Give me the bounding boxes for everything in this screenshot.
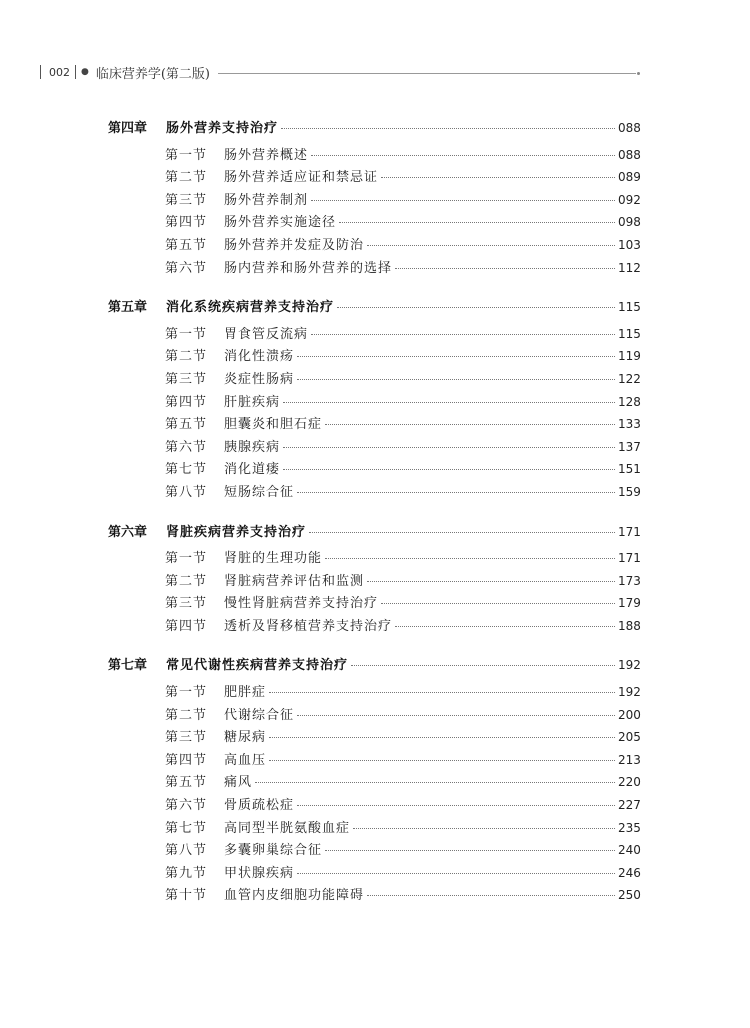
header-rule-end-dot [637, 72, 640, 75]
dot-leader [367, 895, 615, 896]
dot-leader [325, 424, 615, 425]
dot-leader [283, 447, 615, 448]
header-divider [75, 65, 76, 79]
chapter-page-number: 088 [618, 121, 641, 135]
section-entry[interactable] [108, 436, 640, 459]
section-title: 肠外营养制剂 [224, 192, 309, 208]
dot-leader [297, 715, 615, 716]
section-title: 高同型半胱氨酸血症 [224, 820, 351, 836]
section-page-number: 250 [618, 888, 641, 903]
section-entry[interactable] [108, 234, 640, 257]
chapter-page-number: 171 [618, 524, 641, 539]
section-title: 骨质疏松症 [224, 798, 295, 814]
section-page-number: 188 [618, 618, 641, 633]
section-title: 肥胖症 [224, 685, 267, 701]
section-entry[interactable] [108, 257, 640, 280]
section-entry[interactable] [108, 794, 640, 817]
section-number: 第八节 [165, 484, 208, 500]
section-page-number: 137 [618, 439, 641, 454]
section-entry[interactable] [108, 884, 640, 907]
section-number: 第十节 [165, 888, 208, 904]
section-page-number: 098 [618, 215, 641, 230]
bullet-icon: ● [81, 67, 89, 77]
section-page-number: 115 [618, 326, 641, 341]
section-entry[interactable] [108, 704, 640, 727]
chapter-entry[interactable] [108, 117, 640, 140]
section-number: 第二节 [165, 349, 208, 365]
table-of-contents [108, 117, 640, 924]
section-number: 第三节 [165, 730, 208, 746]
section-page-number: 103 [618, 237, 641, 252]
section-entry[interactable] [108, 726, 640, 749]
chapter-title: 常见代谢性疾病营养支持治疗 [166, 658, 349, 674]
section-title: 胰腺疾病 [224, 439, 281, 455]
section-entry[interactable] [108, 570, 640, 593]
section-page-number: 151 [618, 462, 641, 477]
section-page-number: 119 [618, 349, 641, 364]
section-number: 第一节 [165, 551, 208, 567]
section-page-number: 159 [618, 484, 641, 499]
section-page-number: 205 [618, 730, 641, 745]
section-page-number: 112 [618, 260, 641, 275]
section-entry[interactable] [108, 817, 640, 840]
section-page-number: 173 [618, 573, 641, 588]
dot-leader [395, 268, 615, 269]
section-title: 胃食管反流病 [224, 326, 309, 342]
dot-leader [325, 558, 615, 559]
section-page-number: 179 [618, 596, 641, 611]
section-entry[interactable] [108, 839, 640, 862]
dot-leader [297, 379, 615, 380]
section-number: 第六节 [165, 260, 208, 276]
section-entry[interactable] [108, 368, 640, 391]
dot-leader [381, 177, 615, 178]
header-book-title: 临床营养学(第二版) [95, 66, 211, 82]
dot-leader [297, 873, 615, 874]
dot-leader [297, 492, 615, 493]
section-entry[interactable] [108, 547, 640, 570]
dot-leader [337, 307, 615, 308]
section-entry[interactable] [108, 458, 640, 481]
dot-leader [283, 402, 615, 403]
section-entry[interactable] [108, 862, 640, 885]
section-number: 第四节 [165, 394, 208, 410]
section-page-number: 088 [618, 147, 641, 162]
section-number: 第五节 [165, 417, 208, 433]
dot-leader [255, 782, 615, 783]
section-number: 第四节 [165, 215, 208, 231]
section-title: 肝脏疾病 [224, 394, 281, 410]
section-page-number: 213 [618, 752, 641, 767]
section-title: 肠外营养适应证和禁忌证 [224, 170, 379, 186]
section-entry[interactable] [108, 391, 640, 414]
section-number: 第二节 [165, 707, 208, 723]
chapter-page-number: 192 [618, 658, 641, 673]
dot-leader [381, 603, 615, 604]
dot-leader [269, 737, 615, 738]
section-number: 第九节 [165, 865, 208, 881]
section-number: 第七节 [165, 820, 208, 836]
chapter-title: 消化系统疾病营养支持治疗 [166, 300, 335, 316]
section-number: 第六节 [165, 439, 208, 455]
header-page-number: 002 [49, 65, 70, 79]
section-page-number: 246 [618, 865, 641, 880]
section-page-number: 133 [618, 417, 641, 432]
section-title: 短肠综合征 [224, 484, 295, 500]
dot-leader [325, 850, 615, 851]
running-header [40, 62, 640, 82]
section-number: 第二节 [165, 573, 208, 589]
section-entry[interactable] [108, 749, 640, 772]
section-page-number: 171 [618, 551, 641, 566]
section-entry[interactable] [108, 345, 640, 368]
section-title: 糖尿病 [224, 730, 267, 746]
section-title: 肾脏的生理功能 [224, 551, 323, 567]
section-entry[interactable] [108, 211, 640, 234]
section-title: 慢性肾脏病营养支持治疗 [224, 596, 379, 612]
chapter-title: 肠外营养支持治疗 [166, 121, 279, 136]
chapter-block [108, 117, 640, 279]
chapter-page-number: 115 [618, 300, 641, 315]
section-title: 肾脏病营养评估和监测 [224, 573, 365, 589]
section-title: 血管内皮细胞功能障碍 [224, 888, 365, 904]
section-entry[interactable] [108, 189, 640, 212]
chapter-title: 肾脏疾病营养支持治疗 [166, 524, 307, 540]
section-number: 第三节 [165, 371, 208, 387]
section-page-number: 227 [618, 798, 641, 813]
section-number: 第八节 [165, 843, 208, 859]
dot-leader [367, 245, 615, 246]
dot-leader [281, 128, 615, 129]
header-divider [40, 65, 41, 79]
dot-leader [311, 200, 615, 201]
dot-leader [269, 760, 615, 761]
section-number: 第一节 [165, 685, 208, 701]
section-number: 第三节 [165, 192, 208, 208]
dot-leader [311, 334, 615, 335]
section-entry[interactable] [108, 166, 640, 189]
section-page-number: 092 [618, 192, 641, 207]
dot-leader [269, 692, 615, 693]
dot-leader [339, 222, 615, 223]
section-page-number: 122 [618, 371, 641, 386]
section-entry[interactable] [108, 144, 640, 167]
section-page-number: 192 [618, 685, 641, 700]
section-page-number: 089 [618, 170, 641, 185]
section-page-number: 240 [618, 843, 641, 858]
section-title: 高血压 [224, 752, 267, 768]
chapter-number: 第六章 [108, 524, 148, 540]
section-title: 肠内营养和肠外营养的选择 [224, 260, 393, 276]
chapter-block [108, 654, 640, 907]
section-number: 第三节 [165, 596, 208, 612]
dot-leader [395, 626, 615, 627]
section-entry[interactable] [108, 681, 640, 704]
dot-leader [311, 155, 615, 156]
dot-leader [309, 532, 615, 533]
section-number: 第五节 [165, 775, 208, 791]
section-title: 代谢综合征 [224, 707, 295, 723]
section-title: 炎症性肠病 [224, 371, 295, 387]
section-entry[interactable] [108, 592, 640, 615]
section-number: 第二节 [165, 170, 208, 186]
section-page-number: 128 [618, 394, 641, 409]
section-entry[interactable] [108, 413, 640, 436]
section-title: 肠外营养并发症及防治 [224, 237, 365, 253]
section-number: 第四节 [165, 752, 208, 768]
dot-leader [353, 828, 615, 829]
section-page-number: 220 [618, 775, 641, 790]
section-entry[interactable] [108, 771, 640, 794]
section-entry[interactable] [108, 323, 640, 346]
chapter-entry[interactable] [108, 654, 640, 677]
chapter-number: 第七章 [108, 658, 148, 674]
dot-leader [367, 581, 615, 582]
header-rule [218, 73, 636, 74]
chapter-number: 第四章 [108, 121, 148, 136]
chapter-block [108, 296, 640, 503]
section-number: 第七节 [165, 462, 208, 478]
section-number: 第一节 [165, 147, 208, 163]
section-entry[interactable] [108, 615, 640, 638]
section-title: 多囊卵巢综合征 [224, 843, 323, 859]
dot-leader [351, 665, 615, 666]
chapter-number: 第五章 [108, 300, 148, 316]
dot-leader [297, 356, 615, 357]
section-title: 消化性溃疡 [224, 349, 295, 365]
section-number: 第五节 [165, 237, 208, 253]
section-title: 胆囊炎和胆石症 [224, 417, 323, 433]
dot-leader [283, 469, 615, 470]
section-page-number: 200 [618, 707, 641, 722]
section-title: 甲状腺疾病 [224, 865, 295, 881]
section-page-number: 235 [618, 820, 641, 835]
section-number: 第四节 [165, 618, 208, 634]
section-title: 肠外营养实施途径 [224, 215, 337, 231]
section-title: 肠外营养概述 [224, 147, 309, 163]
dot-leader [297, 805, 615, 806]
section-title: 消化道瘘 [224, 462, 281, 478]
section-number: 第六节 [165, 798, 208, 814]
section-title: 痛风 [224, 775, 253, 791]
section-number: 第一节 [165, 326, 208, 342]
section-entry[interactable] [108, 481, 640, 504]
section-title: 透析及肾移植营养支持治疗 [224, 618, 393, 634]
chapter-entry[interactable] [108, 296, 640, 319]
chapter-entry[interactable] [108, 521, 640, 544]
chapter-block [108, 521, 640, 638]
